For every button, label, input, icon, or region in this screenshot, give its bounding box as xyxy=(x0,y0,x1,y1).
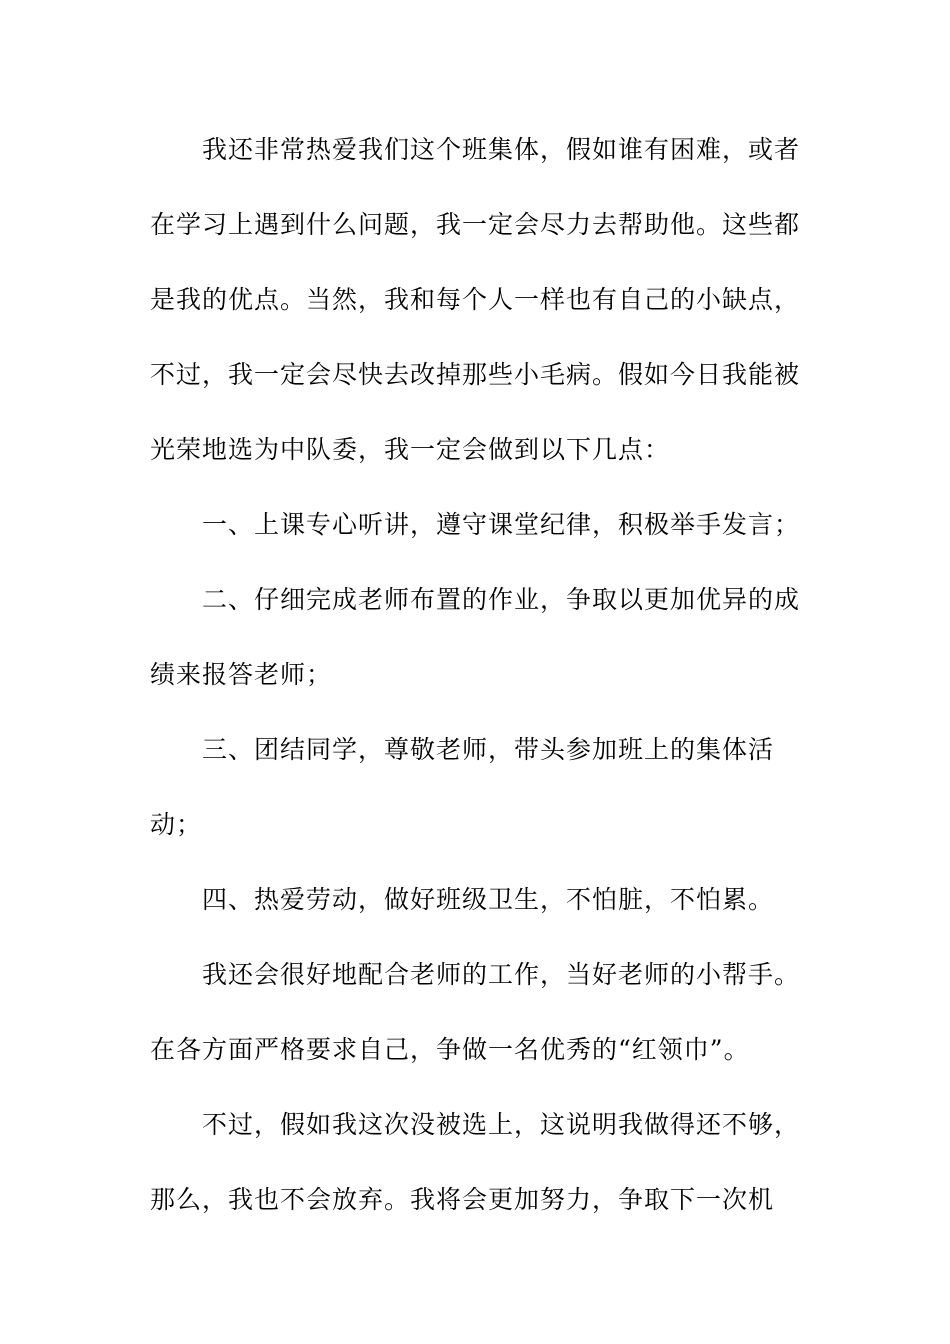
paragraph-1-line-2: 在学习上遇到什么问题，我一定会尽力去帮助他。这些都 xyxy=(150,210,801,239)
paragraph-1-line-5: 光荣地选为中队委，我一定会做到以下几点： xyxy=(150,435,671,464)
list-item-4: 四、热爱劳动，做好班级卫生，不怕脏，不怕累。 xyxy=(202,885,775,914)
list-item-2-line-1: 二、仔细完成老师布置的作业，争取以更加优异的成 xyxy=(202,585,801,614)
paragraph-1-line-3: 是我的优点。当然，我和每个人一样也有自己的小缺点， xyxy=(150,285,801,314)
paragraph-3-line-1: 不过，假如我这次没被选上，这说明我做得还不够， xyxy=(202,1110,801,1139)
list-item-2-line-2: 绩来报答老师； xyxy=(150,660,333,689)
list-item-3-line-2: 动； xyxy=(150,810,203,839)
list-item-3-line-1: 三、团结同学，尊敬老师，带头参加班上的集体活 xyxy=(202,735,775,764)
paragraph-1-line-4: 不过，我一定会尽快去改掉那些小毛病。假如今日我能被 xyxy=(150,360,801,389)
paragraph-3-line-2: 那么，我也不会放弃。我将会更加努力，争取下一次机 xyxy=(150,1185,775,1214)
paragraph-2-line-2: 在各方面严格要求自己，争做一名优秀的“红领巾”。 xyxy=(150,1035,750,1064)
paragraph-2-line-1: 我还会很好地配合老师的工作，当好老师的小帮手。 xyxy=(202,960,801,989)
paragraph-1-line-1: 我还非常热爱我们这个班集体，假如谁有困难，或者 xyxy=(202,135,801,164)
list-item-1: 一、上课专心听讲，遵守课堂纪律，积极举手发言； xyxy=(202,510,801,539)
